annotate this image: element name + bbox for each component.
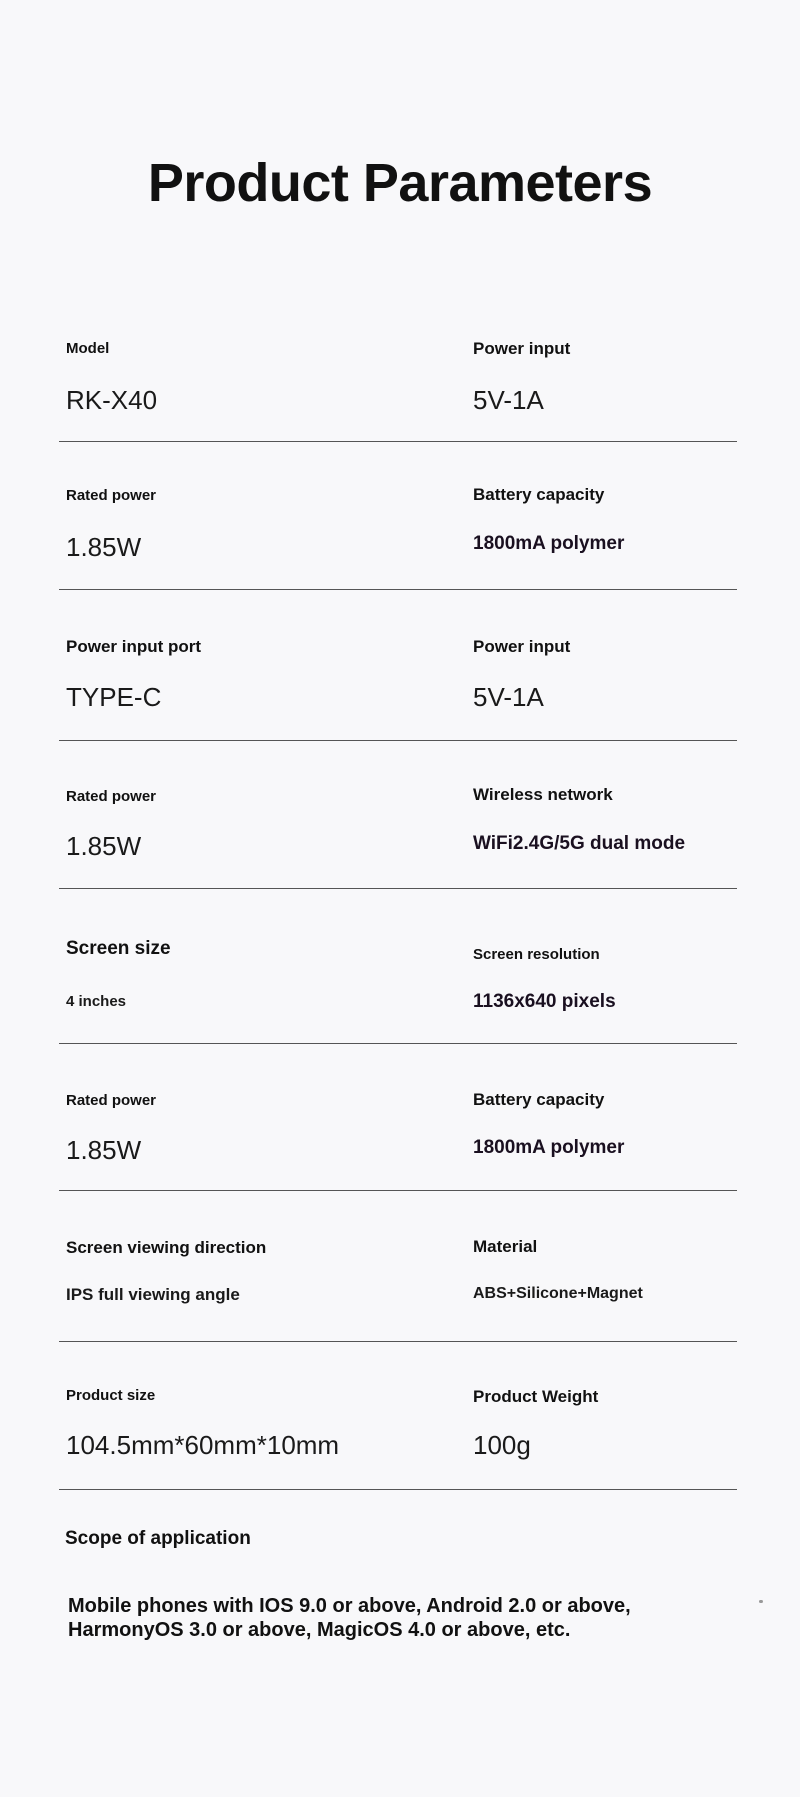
spec-label: Screen resolution: [473, 946, 600, 963]
spec-label: Screen viewing direction: [66, 1238, 267, 1257]
spec-label: Rated power: [66, 487, 157, 504]
spec-row: [59, 1191, 737, 1342]
spec-label: Battery capacity: [473, 485, 605, 504]
spec-label: Rated power: [66, 788, 157, 805]
spec-row: [59, 590, 737, 741]
spec-value: 100g: [473, 1430, 531, 1460]
page-title: Product Parameters: [147, 153, 653, 213]
spec-table: [59, 315, 737, 1490]
spec-row: [59, 889, 737, 1044]
scope-section: [65, 1528, 765, 1641]
spec-value: ABS+Silicone+Magnet: [473, 1285, 643, 1302]
spec-value: RK-X40: [66, 385, 158, 415]
spec-row: [59, 315, 737, 442]
spec-label: Power input: [473, 339, 571, 358]
spec-label: Wireless network: [473, 785, 613, 804]
spec-label: Battery capacity: [473, 1090, 605, 1109]
spec-value: 1800mA polymer: [473, 1137, 625, 1158]
spec-value: 104.5mm*60mm*10mm: [66, 1430, 340, 1460]
spec-label: Model: [66, 340, 110, 357]
spec-row: [59, 1044, 737, 1191]
spec-value: 5V-1A: [473, 385, 544, 415]
decorative-dot: [759, 1600, 763, 1603]
spec-row: [59, 741, 737, 889]
spec-row: [59, 442, 737, 590]
spec-label: Power input port: [66, 637, 202, 656]
spec-value: WiFi2.4G/5G dual mode: [473, 833, 686, 854]
spec-value: 1.85W: [66, 532, 142, 562]
spec-value: IPS full viewing angle: [66, 1285, 240, 1304]
spec-label: Product size: [66, 1387, 156, 1404]
spec-label: Material: [473, 1237, 538, 1256]
spec-row: [59, 1342, 737, 1490]
spec-value: 1.85W: [66, 1135, 142, 1165]
spec-label: Rated power: [66, 1092, 157, 1109]
spec-label: Power input: [473, 637, 571, 656]
spec-value: 1.85W: [66, 831, 142, 861]
spec-label: Product Weight: [473, 1387, 599, 1406]
spec-value: 5V-1A: [473, 682, 544, 712]
scope-text: Mobile phones with IOS 9.0 or above, Android 2.0 or above, HarmonyOS 3.0 or above, MagicOS 4.0 or above, etc.: [68, 1595, 631, 1641]
spec-label: Screen size: [66, 938, 171, 959]
spec-value: 1800mA polymer: [473, 533, 625, 554]
spec-value: TYPE-C: [66, 682, 162, 712]
spec-value: 4 inches: [66, 993, 127, 1010]
scope-title: Scope of application: [65, 1528, 251, 1549]
spec-value: 1136x640 pixels: [473, 991, 616, 1012]
